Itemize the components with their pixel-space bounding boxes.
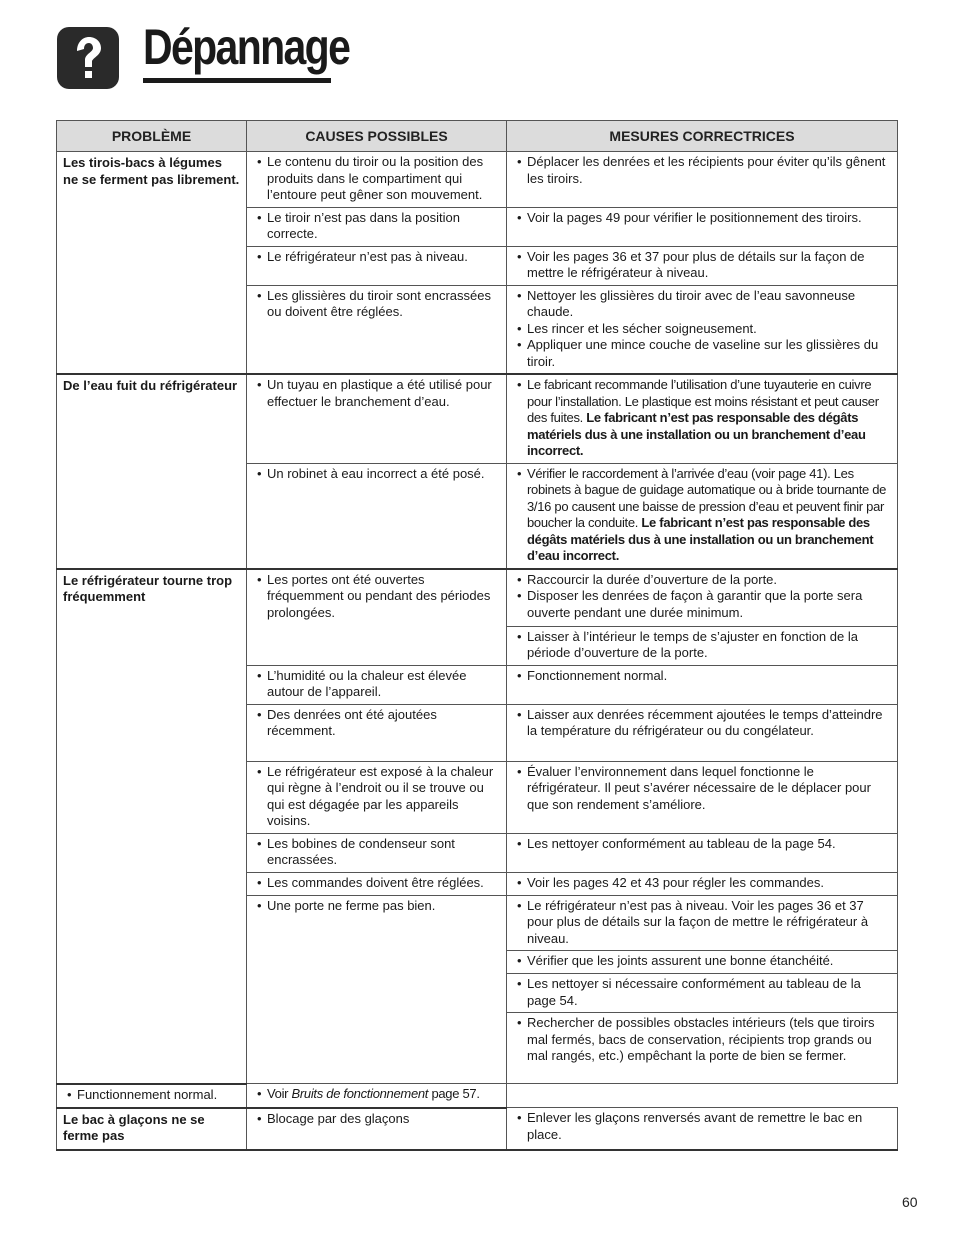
cause-item: • Un robinet à eau incorrect a été posé. [257,466,498,483]
action-cell [507,374,898,463]
action-item: • Le réfrigérateur n’est pas à niveau. Voir les pages 36 et 37 pour plus de détails sur la façon de mettre le réfrigérateur à niveau. [517,898,889,948]
action-cell [507,152,898,208]
cause-item: • Le contenu du tiroir ou la position des produits dans le compartiment qui l’entoure peut gêner son mouvement. [257,154,498,204]
cause-cell [247,207,507,246]
action-item [517,377,889,460]
question-mark-icon [57,27,119,89]
cause-cell [247,374,507,463]
page-number: 60 [902,1194,918,1210]
page-title: Dépannage [143,19,350,75]
action-cell [507,1108,898,1150]
cause-cell [247,761,507,833]
table-row [57,1084,898,1108]
action-cell [507,974,898,1013]
action-item: • Voir les pages 36 et 37 pour plus de détails sur la façon de mettre le réfrigérateur à niveau. [517,249,889,282]
problem-cell: Les tirois-bacs à légumes ne se ferment pas librement. [57,152,247,375]
action-warning: Le fabricant n’est pas responsable des dégâts matériels dus à une installation ou un branchement d’eau incorrect. [527,515,874,563]
cause-item: • Le réfrigérateur n’est pas à niveau. [257,249,498,266]
action-item: • Voir la pages 49 pour vérifier le positionnement des tiroirs. [517,210,889,227]
action-cell [507,951,898,974]
cause-item: • Les commandes doivent être réglées. [257,875,498,892]
action-cell [507,285,898,374]
cause-item: • L’humidité ou la chaleur est élevée autour de l’appareil. [257,668,498,701]
cause-item: • Une porte ne ferme pas bien. [257,898,498,915]
action-item [517,466,889,565]
action-item: • Vérifier que les joints assurent une bonne étanchéité. [517,953,889,970]
action-cell [507,246,898,285]
action-cell [507,872,898,895]
cause-cell [247,246,507,285]
action-item: • Nettoyer les glissières du tiroir avec de l’eau savonneuse chaude. [517,288,889,321]
action-item: • Les rincer et les sécher soigneusement. [517,321,889,338]
header-actions: MESURES CORRECTRICES [507,121,898,152]
action-cell [507,895,898,951]
action-item: • Enlever les glaçons renversés avant de remettre le bac en place. [517,1110,889,1143]
header-causes: CAUSES POSSIBLES [247,121,507,152]
cause-item: • Des denrées ont été ajoutées récemment. [257,707,498,740]
problem-cell: De l’eau fuit du réfrigérateur [57,374,247,569]
action-cell [507,761,898,833]
table-row [57,1108,898,1150]
action-text: Le fabricant recommande l’utilisation d’une tuyauterie en cuivre pour l’installation. Le plastique est moins résistant et peut causer des fuites. [527,377,879,425]
table-row [57,152,898,208]
cause-cell [247,463,507,569]
action-cell [507,207,898,246]
cause-item: • Les bobines de condenseur sont encrassées. [257,836,498,869]
action-text: Vérifier le raccordement à l’arrivée d’eau (voir page 41). Les robinets à bague de guidage automatique ou à bride tournante de 3/16 po causent une baisse de pression d’eau et peuvent finir par boucher la conduite. [527,465,887,530]
cause-cell [247,152,507,208]
cause-item: • Functionnement normal. [67,1087,238,1104]
problem-cell: Le bac à glaçons ne se ferme pas [57,1108,247,1150]
cause-cell [247,569,507,666]
action-item: • Les nettoyer conformément au tableau de la page 54. [517,836,889,853]
troubleshooting-table [56,120,898,1151]
cause-cell [247,872,507,895]
title-underline [143,78,331,83]
header-problem: PROBLÈME [57,121,247,152]
action-item: • Appliquer une mince couche de vaseline sur les glissières du tiroir. [517,337,889,370]
cause-item: • Le tiroir n’est pas dans la position correcte. [257,210,498,243]
action-cell [507,704,898,761]
action-text: Voir [267,1086,289,1101]
cause-cell [247,1108,507,1150]
cause-cell [57,1084,247,1108]
action-item [257,1086,498,1103]
cause-item: • Blocage par des glaçons [257,1111,498,1128]
action-item: • Fonctionnement normal. [517,668,889,685]
cause-item: • Un tuyau en plastique a été utilisé pour effectuer le branchement d’eau. [257,377,498,410]
problem-cell: Le réfrigérateur tourne trop fréquemment [57,569,247,1084]
action-item: • Les nettoyer si nécessaire conformément au tableau de la page 54. [517,976,889,1009]
action-item: • Voir les pages 42 et 43 pour régler les commandes. [517,875,889,892]
action-cell [507,665,898,704]
table-row [57,569,898,627]
action-cell [507,463,898,569]
action-text: page 57. [431,1086,480,1101]
action-reference: Bruits de fonctionnement [291,1086,429,1101]
action-item: • Laisser aux denrées récemment ajoutées le temps d’atteindre la température du réfrigérateur ou du congélateur. [517,707,889,740]
cause-cell [247,285,507,374]
cause-cell [247,833,507,872]
action-cell [507,626,898,665]
cause-cell [247,895,507,1084]
page-header [57,19,350,92]
action-cell [247,1084,507,1108]
action-warning: Le fabricant n’est pas responsable des dégâts matériels dus à une installation ou un branchement d’eau incorrect. [527,410,866,458]
action-item: • Laisser à l’intérieur le temps de s’ajuster en fonction de la période d’ouverture de la porte. [517,629,889,662]
cause-cell [247,665,507,704]
action-item: • Disposer les denrées de façon à garantir que la porte sera ouverte pendant une durée minimum. [517,588,889,621]
cause-item: • Les glissières du tiroir sont encrassées ou doivent être réglées. [257,288,498,321]
table-row [57,374,898,463]
cause-item: • Le réfrigérateur est exposé à la chaleur qui règne à l’endroit ou il se trouve ou qui est dégagée par les appareils voisins. [257,764,498,830]
action-cell [507,569,898,627]
action-item: • Évaluer l’environnement dans lequel fonctionne le réfrigérateur. Il peut s’avérer nécessaire de le déplacer pour que son rendement s’améliore. [517,764,889,814]
table-header-row [57,121,898,152]
action-item: • Rechercher de possibles obstacles intérieurs (tels que tiroirs mal fermés, bacs de conservation, récipients trop grands ou mal rangés, etc.) empêchant la porte de bien se fermer. [517,1015,889,1065]
cause-item: • Les portes ont été ouvertes fréquemment ou pendant des périodes prolongées. [257,572,498,622]
action-cell [507,1013,898,1084]
action-item: • Déplacer les denrées et les récipients pour éviter qu’ils gênent les tiroirs. [517,154,889,187]
action-cell [507,833,898,872]
action-item: • Raccourcir la durée d’ouverture de la porte. [517,572,889,589]
cause-cell [247,704,507,761]
